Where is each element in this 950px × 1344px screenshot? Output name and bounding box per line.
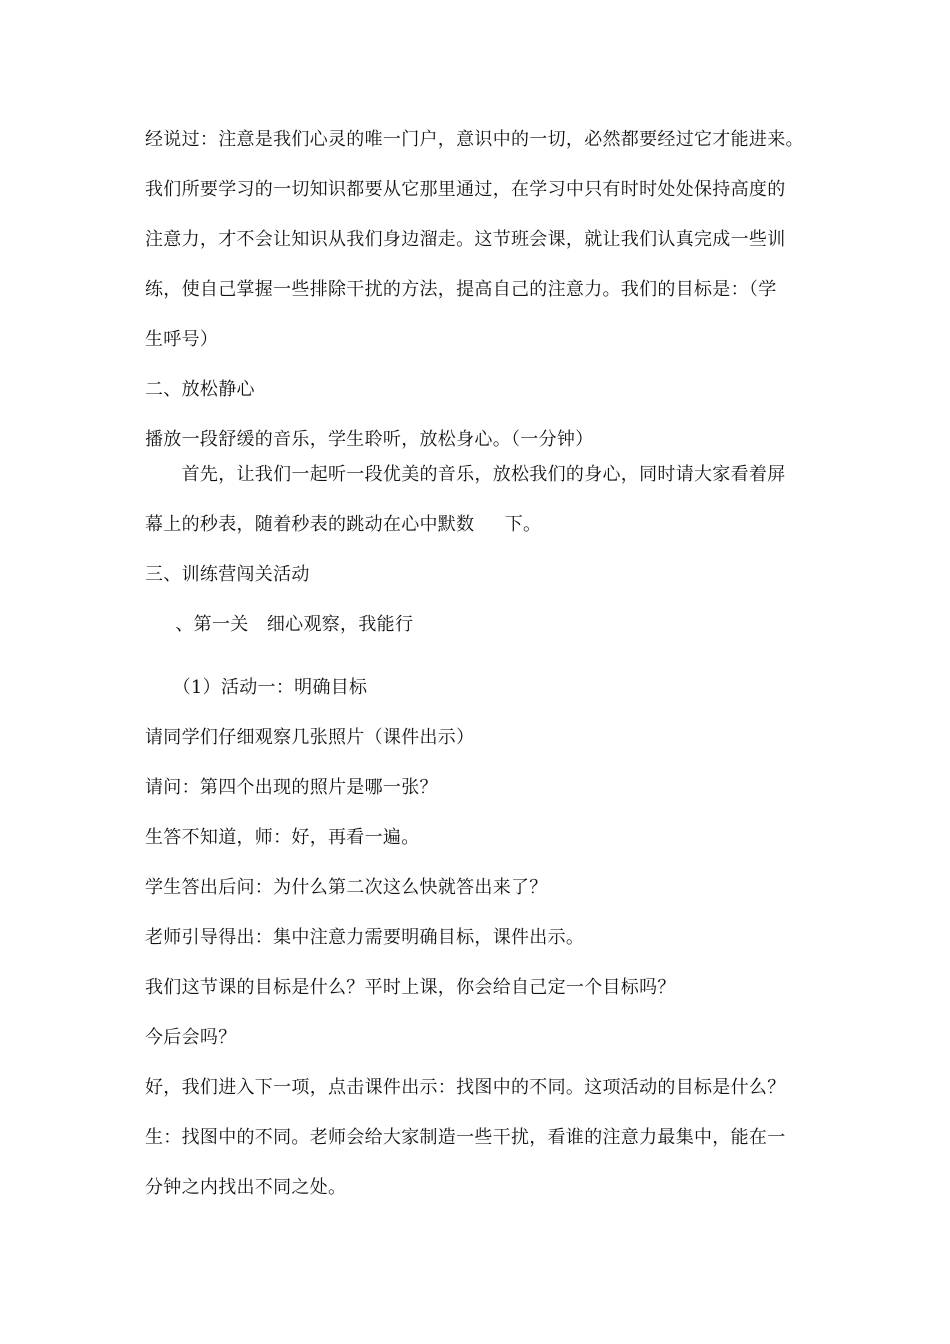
text-line: 生答不知道，师：好，再看一遍。 xyxy=(145,827,420,848)
text-line: 学生答出后问：为什么第二次这么快就答出来了？ xyxy=(145,877,548,898)
subsection-heading: 、第一关 细心观察，我能行 xyxy=(145,614,414,635)
text-line: 今后会吗？ xyxy=(145,1027,237,1048)
text-line: 请同学们仔细观察几张照片（课件出示） xyxy=(145,727,475,748)
text-line: 老师引导得出：集中注意力需要明确目标，课件出示。 xyxy=(145,927,585,948)
text-line: 播放一段舒缓的音乐，学生聆听，放松身心。（一分钟） xyxy=(145,429,594,450)
text-line: 生呼号） xyxy=(145,329,219,350)
activity-heading: （1）活动一：明确目标 xyxy=(145,677,368,698)
text-line: 请问：第四个出现的照片是哪一张？ xyxy=(145,777,438,798)
text-line: 注意力，才不会让知识从我们身边溜走。这节班会课，就让我们认真完成一些训 xyxy=(145,229,786,250)
text-line: 生：找图中的不同。老师会给大家制造一些干扰，看谁的注意力最集中，能在一 xyxy=(145,1127,786,1148)
text-line: 我们所要学习的一切知识都要从它那里通过，在学习中只有时时处处保持高度的 xyxy=(145,179,786,200)
text-line: 幕上的秒表，随着秒表的跳动在心中默数 下。 xyxy=(145,514,542,535)
text-line: 首先，让我们一起听一段优美的音乐，放松我们的身心，同时请大家看着屏 xyxy=(145,464,786,485)
text-line: 分钟之内找出不同之处。 xyxy=(145,1177,347,1198)
text-line: 练，使自己掌握一些排除干扰的方法，提高自己的注意力。我们的目标是：（学 xyxy=(145,279,777,300)
text-line: 经说过：注意是我们心灵的唯一门户，意识中的一切，必然都要经过它才能进来。 xyxy=(145,129,804,150)
text-line: 好，我们进入下一项，点击课件出示：找图中的不同。这项活动的目标是什么？ xyxy=(145,1077,786,1098)
section-heading: 三、训练营闯关活动 xyxy=(145,564,310,585)
section-heading: 二、放松静心 xyxy=(145,379,255,400)
text-line: 我们这节课的目标是什么？平时上课，你会给自己定一个目标吗？ xyxy=(145,977,676,998)
